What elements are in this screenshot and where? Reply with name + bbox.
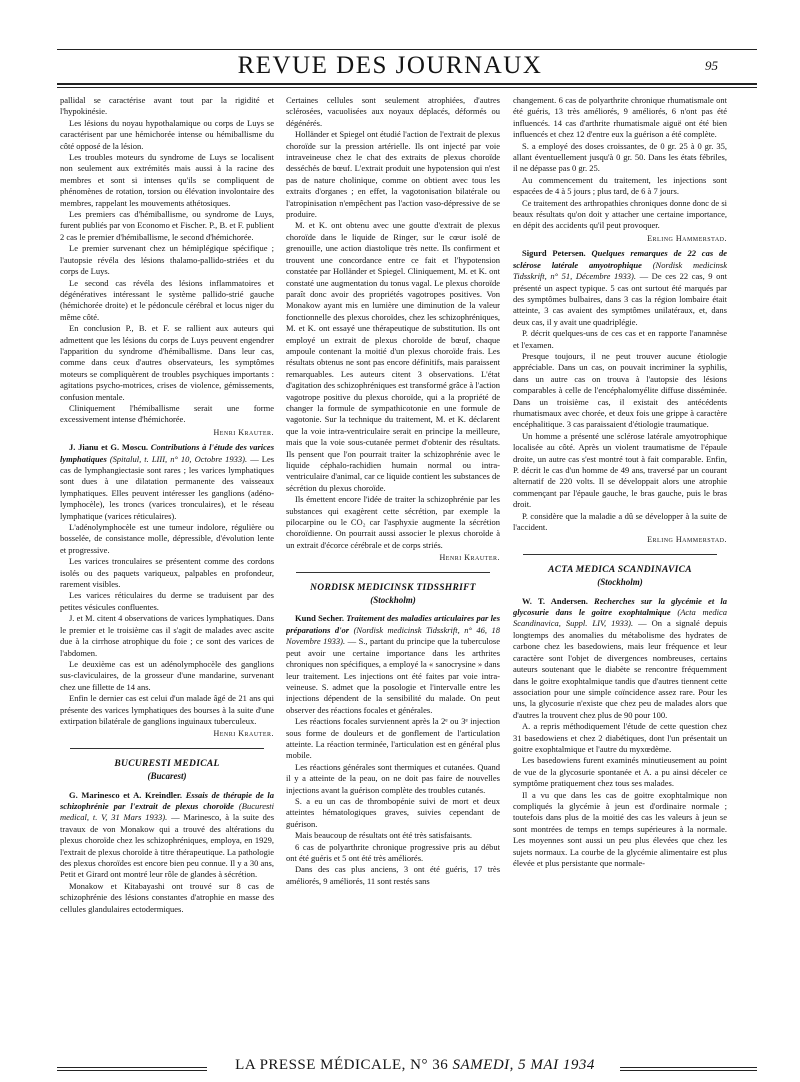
article-source: (Nordisk medicinsk Tidsskrift, n° 51, Décembre 1933). [513, 259, 727, 282]
paragraph: Les lésions du noyau hypothalamique ou corps de Luys se caractérisent par une hémichorée intense ou hémiballisme du côté opposé de la lésion. [60, 117, 274, 151]
article-heading [513, 596, 727, 721]
article-text: — De ces 22 cas, 9 ont présenté un aspect typique. 5 cas ont surtout été marqués par des symptômes bulbaires, dans 3 cas la région lombaire était atteinte, 3 cas avaient des symptômes unilatéraux, et, dans deux cas, il y avait une quadriplégie. [513, 271, 727, 327]
column-middle [286, 95, 500, 1035]
paragraph: En conclusion P., B. et F. se rallient aux auteurs qui admettent que les lésions du corps de Luys peuvent engendrer l'apparition du syndrome d'hémiballisme. Dans leur cas, comme dans ceux d'autres observateurs, les symptômes moteurs se compliquèrent de troubles psychiques importants : agitations psycho-motrices, crises de violence, gémissements, confusion mentale. [60, 323, 274, 402]
page-header [0, 0, 800, 92]
paragraph: Cliniquement l'hémiballisme serait une forme excessivement intense d'hémichorée. [60, 402, 274, 425]
section-journal-name: NORDISK MEDICINSK TIDSSHRIFT [310, 582, 476, 593]
author-signature: Henri Krauter. [213, 427, 274, 437]
footer-text [215, 1057, 615, 1074]
paragraph: Monakow et Kitabayashi ont trouvé sur 8 cas de schizophrénie des lésions constantes d'atrophie en masse des cellules glandulaires ectodermiques. [60, 880, 274, 914]
paragraph: Presque toujours, il ne peut trouver aucune étiologie appréciable. Dans un cas, on pouvait incriminer la syphilis, dans un autre cas on trouva à l'autopsie des lésions comparables à celle de l'encéphalomyélite diffuse disséminée. Dans un troisième cas, il existait des antécédents rhumatismaux avec chorée, et deux fois une grippe à caractère encéphalitique. 3 cas paraissaient d'étiologie traumatique. [513, 350, 727, 430]
section-rule [296, 572, 490, 573]
author-signature: Henri Krauter. [439, 553, 500, 563]
paragraph: J. et M. citent 4 observations de varices lymphatiques. Dans le premier et le troisième cas il s'agit de malades avec ascite due à la cirrhose atrophique du foie ; ce sont des varices de l'abdomen. [60, 613, 274, 658]
article-heading [60, 442, 274, 522]
page-number: 95 [705, 58, 718, 73]
header-rule-bottom [57, 83, 757, 85]
author-signature: Henri Krauter. [213, 729, 274, 739]
article-authors: W. T. Andersen. [522, 595, 588, 606]
paragraph: Les varices réticulaires du derme se traduisent par des petites vésicules confluentes. [60, 590, 274, 612]
article-title: Quelques remarques de 22 cas de sclérose latérale amyotrophique [513, 248, 727, 270]
footer-date: SAMEDI, 5 MAI 1934 [452, 1057, 595, 1073]
section-rule [523, 554, 717, 555]
column-right [513, 95, 727, 1035]
paragraph: 6 cas de polyarthrite chronique progressive pris au début ont été guéris et 5 ont été très améliorés. [286, 841, 500, 863]
header-rule-bottom-thin [57, 87, 757, 88]
journal-title: REVUE DES JOURNAUX [237, 52, 543, 79]
section-journal-city: (Stockholm) [597, 577, 643, 588]
footer-rule-right-lower [620, 1070, 757, 1071]
article-heading [286, 613, 500, 716]
paragraph: Le deuxième cas est un adénolymphocèle des ganglions sus-claviculaires, de la grosseur d'une mandarine, survenant chez une fillette de 14 ans. [60, 658, 274, 692]
article-title: Traitement des maladies articulaires par les préparations d'or [286, 613, 500, 635]
footer-rule-right [620, 1067, 757, 1068]
paragraph: M. et K. ont obtenu avec une goutte d'extrait de plexus choroïde dans le liquide de Ringer, sur le cœur isolé de grenouille, une action diastolique très nette. Ils confirment et trouvent une concordance entre ce fait et l'hypotension constatée par Holländer et Spiegel. Cliniquement, M. et K. ont constaté une augmentation du tonus vagal. Le plexus choroïde paraît donc avoir des propriétés vagotropes positives. Von Monakow ayant mis en lumière une diminution de la valeur fonctionnelle des plexus choroïdes, chez les schizophréniques, M. et K. ont essayé une thérapeutique de substitution. Ils ont employé un extrait de plexus choroïde de bœuf, chaque ampoule contenant la moitié d'un plexus choroïde frais. Les résultats obtenus ne sont pas encore définitifs, mais paraissent remarquables. Les auteurs citent 3 observations. L'état d'agitation des schizophréniques est transformé grâce à l'action vagotrope positive du plexus choroïde, qui a la propriété de changer la formule de sympathicotonie en une formule de vagotonie. Sur la technique du traitement, M. et K. déclarent que la voie intra-ventriculaire serait en principe la meilleure, mais que la voie sous-cutanée permet d'obtenir des résultats. Ils pensent que l'on pourrait traiter la schizophrénie avec le liquide céphalo-rachidien humain normal ou intra-ventriculaire d'animal, car ce liquide contient les substances de sécrétion du plexus choroïde. [286, 220, 500, 493]
article-title: Contributions à l'étude des varices lymphatiques [60, 442, 274, 464]
paragraph: L'adénolymphocèle est une tumeur indolore, régulière ou bosselée, de consistance molle, dépressible, d'évolution lente et progressive. [60, 522, 274, 555]
paragraph: Le second cas révéla des lésions inflammatoires et dégénératives intéressant le système pallido-strié gauche (hémichorée droite) et le pédoncule cérébral et locus niger du même côté. [60, 277, 274, 322]
paragraph: Le premier survenant chez un hémiplégique spécifique ; l'autopsie révéla des lésions thalamo-pallido-striées et du corps de Luys. [60, 243, 274, 277]
section-journal-name: ACTA MEDICA SCANDINAVICA [548, 564, 692, 575]
paragraph: changement. 6 cas de polyarthrite chronique rhumatismale ont été guéris, 13 très améliorés, 9 améliorés, 6 n'ont pas été influencés. 14 cas d'arthrite rhumatismale aiguë ont été bien influencés et chez 12 d'entre eux la guérison a été complète. [513, 95, 727, 140]
paragraph: P. considère que la maladie a dû se développer à la suite de l'accident. [513, 510, 727, 533]
footer-publication: LA PRESSE MÉDICALE, N° 36 [235, 1057, 449, 1073]
section-journal-city: (Bucarest) [147, 771, 187, 782]
author-signature: Erling Hammerstad. [647, 233, 727, 243]
article-text: — S., partant du principe que la tuberculose peut avoir une certaine importance dans les arthrites chroniques non spécifiques, a employé la « sanocrysine » dans leur traitement. Les injections ont été faites par voie intra-veineuse. S. admet que la posologie et l'intervalle entre les injections dépendent de la sensibilité du malade. On peut observer des réactions focales et générales. [286, 636, 500, 715]
section-journal-city: (Stockholm) [370, 595, 416, 606]
paragraph: Les réactions focales surviennent après la 2ᵉ ou 3ᵉ injection sous forme de douleurs et de gonflement de l'articulation atteinte. La réaction terminée, l'articulation est en général plus mobile. [286, 716, 500, 761]
header-rule-top [57, 49, 757, 50]
paragraph: Au commencement du traitement, les injections sont espacées de 4 à 5 jours ; plus tard, de 6 à 7 jours. [513, 174, 727, 197]
section-journal-name: BUCURESTI MEDICAL [114, 758, 220, 769]
paragraph: pallidal se caractérise avant tout par la rigidité et l'hypokinésie. [60, 95, 274, 117]
footer-rule-left [57, 1067, 207, 1068]
article-authors: Kund Secher. [295, 613, 344, 624]
paragraph: Les varices tronculaires se présentent comme des cordons isolés ou des paquets variqueux, palpables en profondeur, rarement visibles. [60, 556, 274, 590]
paragraph: Ils émettent encore l'idée de traiter la schizophrénie par les substances qui exagèrent cette sécrétion, par exemple la pilocarpine ou le CO₂ car l'asphyxie augmente la sécrétion choroïdienne. On pourrait aussi associer le plexus choroïde à un extrait d'écorce cérébrale et de corps striés. [286, 494, 500, 550]
article-authors: J. Jianu et G. Moscu. [69, 442, 149, 453]
article-source: (Nordisk medicinsk Tidsskrift, n° 46, 18 Novembre 1933). [286, 624, 500, 647]
page-footer [0, 1055, 800, 1082]
article-text: — Marinesco, à la suite des travaux de von Monakow qui a trouvé des altérations du plexus choroïde chez les schizophréniques, employa, en 1929, l'extrait de plexus choroïde à titre thérapeutique. La pathologie des plexus choroïdes est encore bien peu connue. Il y a 30 ans, Petit et Girard ont montré leur rôle de glandes à sécrétion. [60, 812, 274, 880]
article-heading [513, 248, 727, 328]
paragraph: Enfin le dernier cas est celui d'un malade âgé de 21 ans qui présente des varices lymphatiques des bourses à la suite d'une extirpation bilatérale de ganglions inguinaux tuberculeux. [60, 693, 274, 726]
paragraph: P. décrit quelques-uns de ces cas et en rapporte l'anamnèse et l'examen. [513, 328, 727, 350]
section-rule [70, 748, 264, 749]
article-authors: G. Marinesco et A. Kreindler. [69, 789, 183, 800]
paragraph: Les basedowiens furent examinés minutieusement au point de vue de la glycosurie spontanée et A. a pu ainsi déceler ce symptôme pratiquement chez tous ses malades. [513, 755, 727, 789]
article-source: (Acta medica Scandinavica, Suppl. LIV, 1933). [513, 607, 727, 629]
paragraph: Mais beaucoup de résultats ont été très satisfaisants. [295, 830, 473, 841]
article-source: (Bucuresti medical, t. V, 31 Mars 1933). [60, 800, 274, 823]
column-left [60, 95, 274, 1035]
paragraph: A. a repris méthodiquement l'étude de cette question chez 31 basedowiens et chez 2 diabétiques, dont l'un présentait un goitre exophtalmique et l'autre du myxœdème. [513, 721, 727, 754]
paragraph: Ce traitement des arthropathies chroniques donne donc de si beaux résultats qu'on doit y attacher une certaine importance, en dépit des accidents qu'il peut provoquer. [513, 197, 727, 231]
paragraph: Un homme a présenté une sclérose latérale amyotrophique localisée au côté. Après un violent traumatisme de l'épaule droite, un autre cas s'est montré tout à fait comparable. Enfin, P. décrit le cas d'un homme de 49 ans, traversé par un courant alternatif de 220 volts. Il se développait alors une atrophie commençant par l'épaule gauche, le bras gauche, puis le bras droit. [513, 430, 727, 510]
author-signature: Erling Hammerstad. [647, 535, 727, 545]
paragraph: Dans des cas plus anciens, 3 ont été guéris, 17 très améliorés, 9 améliorés, 11 sont restés sans [286, 864, 500, 886]
footer-rule-left-lower [57, 1070, 207, 1071]
paragraph: Les réactions générales sont thermiques et cutanées. Quand il y a atteinte de la peau, on ne doit pas faire de nouvelles injections avant la guérison complète des troubles cutanés. [286, 761, 500, 795]
paragraph: S. a employé des doses croissantes, de 0 gr. 25 à 0 gr. 35, allant éventuellement jusqu'à 0 gr. 50. Dans les états fébriles, il ne dépasse pas 0 gr. 25. [513, 140, 727, 174]
paragraph: Holländer et Spiegel ont étudié l'action de l'extrait de plexus choroïde sur la pression artérielle. Ils ont injecté par voie intraveineuse chez le chat des extraits de plexus choroïde desséchés de bœuf. L'extrait produit une hypotension qui n'est pas de nature cholinique, comme on obtient avec tous les extraits d'organes ; en effet, la vagotonisation bilatérale ou l'atropinisation n'empêchent pas l'action vaso-dépressive de se produire. [286, 129, 500, 220]
paragraph: Il a vu que dans les cas de goitre exophtalmique non compliqués la glycémie à jeun est d'ordinaire normale ; toutefois dans plus de la moitié des cas les valeurs à jeun se sont montrées de temps en temps supérieures à la normale. Les moyennes sont aussi un peu plus élevées que chez les sujets normaux. La courbe de la glycémie alimentaire est plus élevée et plus persistante que normale- [513, 789, 727, 868]
article-text: — Les cas de lymphangiectasie sont rares ; les varices lymphatiques sont dues à une dilatation permanente des vaisseaux lymphatiques. Elles peuvent intéresser les ganglions (adéno-lymphocèle), les troncs (varices tronculaires), et le réseau lymphatique (varices réticulaires). [60, 453, 274, 521]
article-source: (Spitalul, t. LIII, n° 10, Octobre 1933). [109, 453, 248, 464]
article-heading [60, 790, 274, 881]
article-authors: Sigurd Petersen. [522, 248, 586, 259]
paragraph: S. a eu un cas de thrombopénie suivi de mort et deux atteintes hématologiques graves, suivies cependant de guérison. [286, 795, 500, 829]
paragraph: Les troubles moteurs du syndrome de Luys se localisent non seulement aux extrémités mais aussi à la racine des membres et sont si intenses qu'ils se compliquent de phénomènes de rotation, torsion ou élévation involontaire des membres, rappelant les mouvements athétosiques. [60, 152, 274, 208]
article-title: Recherches sur la glycémie et la glycosurie dans le goitre exophtalmique [513, 595, 727, 618]
article-text: — On a signalé depuis longtemps des anomalies du métabolisme des hydrates de carbone chez les basedowiens, mais leur fréquence et leur caractère sont l'objet de divergences nombreuses, certains auteurs soutenant que le diabète se rencontre fréquemment dans le goitre exophtalmique tandis que d'autres tiennent cette association pour une simple coïncidence assez rare. Pour les uns, la glycosurie n'existe que chez peu de malades alors que d'autres la trouvent chez plus de 90 pour 100. [513, 618, 727, 720]
paragraph: Certaines cellules sont seulement atrophiées, d'autres sclérosées, vacuolisées aux noyaux déplacés, déformés ou dégénérés. [286, 95, 500, 128]
article-title: Essais de thérapie de la schizophrénie par l'extrait de plexus choroïde [60, 789, 274, 811]
paragraph: Les premiers cas d'hémiballisme, ou syndrome de Luys, furent publiés par von Economo et Fischer. P., B. et F. publient 2 cas le premier d'hémiballisme, le second d'hémichorée. [60, 209, 274, 242]
